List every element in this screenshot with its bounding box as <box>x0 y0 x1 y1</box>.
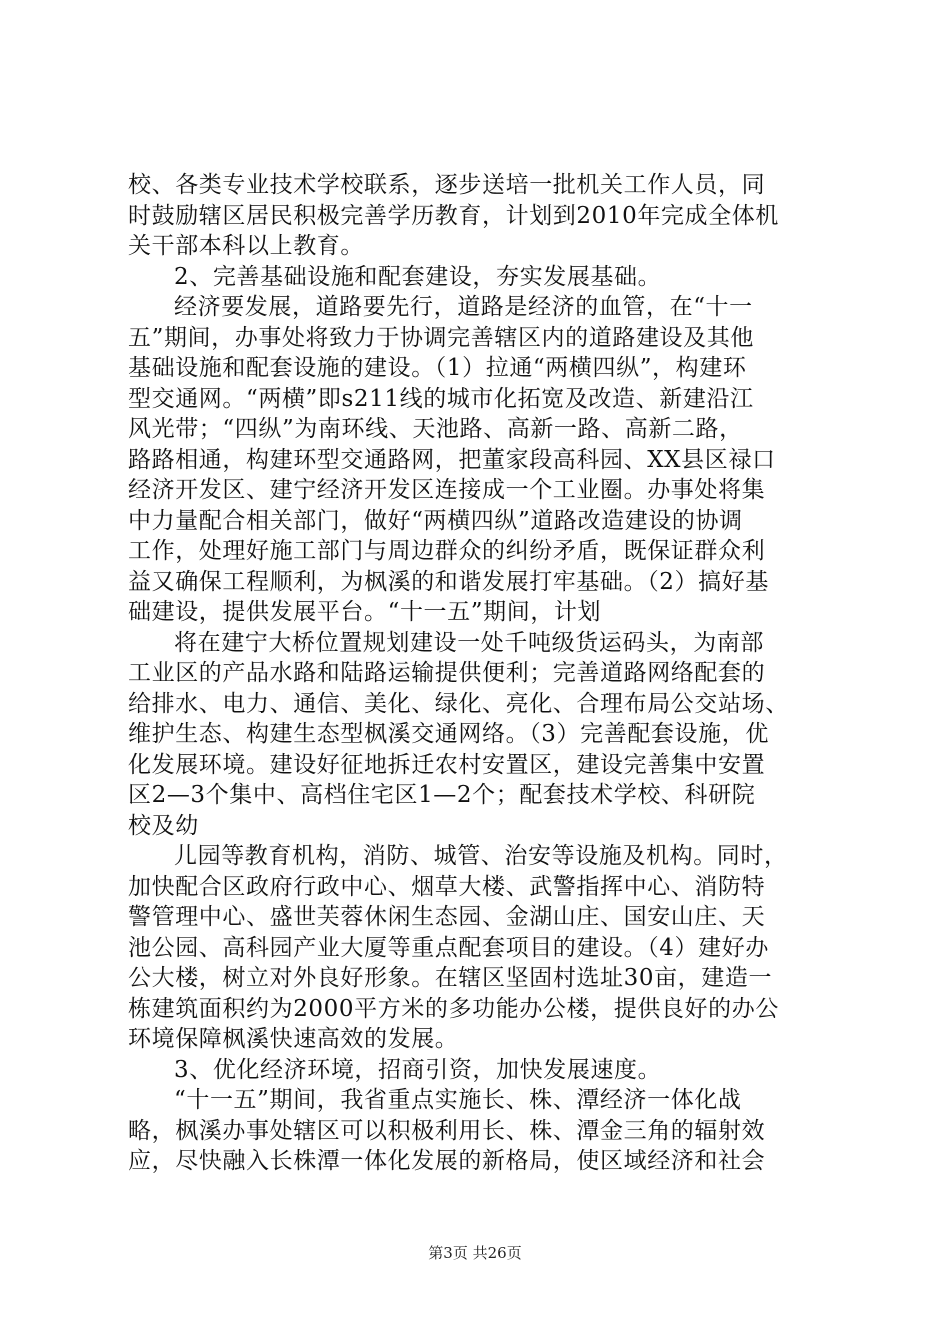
text-line: 风光带；“四纵”为南环线、天池路、高新一路、高新二路， <box>128 416 743 442</box>
text-line: 时鼓励辖区居民积极完善学历教育，计划到2010年完成全体机 <box>128 202 779 229</box>
text-line: 经济开发区、建宁经济开发区连接成一个工业圈。办事处将集 <box>128 477 766 503</box>
paragraph <box>128 292 828 628</box>
text-line: 给排水、电力、通信、美化、绿化、亮化、合理布局公交站场、 <box>128 690 789 717</box>
text-line: 化发展环境。建设好征地拆迁农村安置区，建设完善集中安置 <box>128 751 766 778</box>
text-line: 五”期间，办事处将致力于协调完善辖区内的道路建设及其他 <box>128 324 754 351</box>
paragraph <box>128 1085 828 1177</box>
page-footer: 第3页 共26页 <box>428 1244 522 1262</box>
paragraph <box>128 1055 828 1086</box>
text-line: 维护生态、构建生态型枫溪交通网络。（3）完善配套设施，优 <box>128 721 769 747</box>
text-line: 路路相通，构建环型交通路网，把董家段高科园、XX县区禄口 <box>128 446 776 473</box>
text-line: 栋建筑面积约为2000平方米的多功能办公楼，提供良好的办公 <box>128 995 779 1022</box>
paragraph <box>128 841 828 1055</box>
paragraph <box>128 628 828 842</box>
text-line: 工业区的产品水路和陆路运输提供便利；完善道路网络配套的 <box>128 660 766 686</box>
text-line: 儿园等教育机构，消防、城管、治安等设施及机构。同时， <box>174 843 788 869</box>
paragraph <box>128 170 828 262</box>
text-line: 关干部本科以上教育。 <box>128 233 364 259</box>
text-line: 环境保障枫溪快速高效的发展。 <box>128 1026 459 1052</box>
text-line: 警管理中心、盛世芙蓉休闲生态园、金湖山庄、国安山庄、天 <box>128 904 766 930</box>
text-line: 池公园、高科园产业大厦等重点配套项目的建设。（4）建好办 <box>128 934 769 961</box>
text-line: 略，枫溪办事处辖区可以积极利用长、株、潭金三角的辐射效 <box>128 1117 766 1144</box>
text-line: 公大楼，树立对外良好形象。在辖区坚固村选址30亩，建造一 <box>128 965 773 991</box>
text-line: 区2—3个集中、高档住宅区1—2个；配套技术学校、科研院 <box>128 782 756 808</box>
text-line: 中力量配合相关部门，做好“两横四纵”道路改造建设的协调 <box>128 507 743 534</box>
text-line: 益又确保工程顺利，为枫溪的和谐发展打牢基础。（2）搞好基 <box>128 568 769 595</box>
text-line: 基础设施和配套设施的建设。（1）拉通“两横四纵”，构建环 <box>128 355 747 381</box>
paragraph <box>128 262 828 293</box>
text-line: 2、完善基础设施和配套建设，夯实发展基础。 <box>174 263 662 290</box>
text-line: 型交通网。“两横”即s211线的城市化拓宽及改造、新建沿江 <box>128 385 754 412</box>
text-line: 校、各类专业技术学校联系，逐步送培一批机关工作人员，同 <box>128 172 766 198</box>
document-body <box>128 170 828 1177</box>
text-line: 3、优化经济环境，招商引资，加快发展速度。 <box>174 1056 662 1083</box>
text-line: “十一五”期间，我省重点实施长、株、潭经济一体化战 <box>174 1087 742 1113</box>
text-line: 工作，处理好施工部门与周边群众的纠纷矛盾，既保证群众利 <box>128 538 766 564</box>
text-line: 应，尽快融入长株潭一体化发展的新格局，使区域经济和社会 <box>128 1148 766 1174</box>
text-line: 加快配合区政府行政中心、烟草大楼、武警指挥中心、消防特 <box>128 873 766 900</box>
text-line: 将在建宁大桥位置规划建设一处千吨级货运码头，为南部 <box>174 629 764 656</box>
text-line: 础建设，提供发展平台。“十一五”期间，计划 <box>128 599 602 625</box>
text-line: 校及幼 <box>128 812 199 839</box>
text-line: 经济要发展，道路要先行，道路是经济的血管，在“十一 <box>174 294 753 320</box>
